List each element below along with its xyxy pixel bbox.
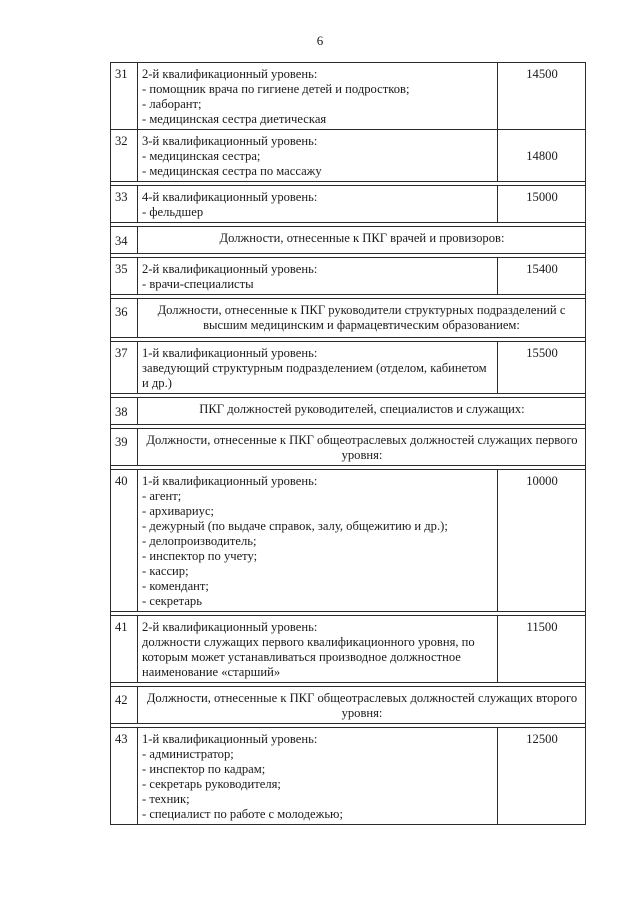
salary-value: 15000 bbox=[498, 186, 586, 223]
level-label: 2-й квалификационный уровень: bbox=[142, 262, 318, 276]
table-row bbox=[111, 687, 586, 724]
row-number: 41 bbox=[111, 616, 138, 683]
row-number: 39 bbox=[111, 429, 138, 466]
position-item: - медицинская сестра диетическая bbox=[142, 112, 327, 126]
section-heading: Должности, отнесенные к ПКГ врачей и провизоров: bbox=[138, 227, 586, 254]
row-number: 40 bbox=[111, 470, 138, 612]
position-item: - комендант; bbox=[142, 579, 209, 593]
salary-value: 15400 bbox=[498, 258, 586, 295]
position-item: - лаборант; bbox=[142, 97, 202, 111]
row-description bbox=[138, 63, 498, 130]
row-number: 31 bbox=[111, 63, 138, 130]
table-row bbox=[111, 342, 586, 394]
salary-value: 11500 bbox=[498, 616, 586, 683]
table-row bbox=[111, 227, 586, 254]
row-number: 33 bbox=[111, 186, 138, 223]
level-label: 2-й квалификационный уровень: bbox=[142, 620, 318, 634]
position-item: - агент; bbox=[142, 489, 182, 503]
table-row bbox=[111, 299, 586, 338]
row-number: 36 bbox=[111, 299, 138, 338]
position-item: - техник; bbox=[142, 792, 190, 806]
row-number: 42 bbox=[111, 687, 138, 724]
position-item: - врачи-специалисты bbox=[142, 277, 254, 291]
row-description bbox=[138, 342, 498, 394]
table-row bbox=[111, 470, 586, 612]
row-description bbox=[138, 616, 498, 683]
salary-table bbox=[110, 62, 586, 825]
level-label: 2-й квалификационный уровень: bbox=[142, 67, 318, 81]
section-heading: ПКГ должностей руководителей, специалистов и служащих: bbox=[138, 398, 586, 425]
level-label: 4-й квалификационный уровень: bbox=[142, 190, 318, 204]
position-item: - секретарь руководителя; bbox=[142, 777, 281, 791]
table-row bbox=[111, 63, 586, 130]
table-row bbox=[111, 258, 586, 295]
salary-value: 12500 bbox=[498, 728, 586, 825]
position-item: - фельдшер bbox=[142, 205, 204, 219]
table-row bbox=[111, 186, 586, 223]
row-number: 35 bbox=[111, 258, 138, 295]
row-description bbox=[138, 258, 498, 295]
row-number: 37 bbox=[111, 342, 138, 394]
level-label: 1-й квалификационный уровень: bbox=[142, 732, 318, 746]
row-description bbox=[138, 470, 498, 612]
section-heading: Должности, отнесенные к ПКГ общеотраслевых должностей служащих первого уровня: bbox=[138, 429, 586, 466]
position-item: - делопроизводитель; bbox=[142, 534, 257, 548]
row-number: 32 bbox=[111, 130, 138, 182]
table-row bbox=[111, 398, 586, 425]
row-number: 43 bbox=[111, 728, 138, 825]
position-item: - кассир; bbox=[142, 564, 189, 578]
position-item: - медицинская сестра по массажу bbox=[142, 164, 322, 178]
position-item: - администратор; bbox=[142, 747, 234, 761]
salary-value: 10000 bbox=[498, 470, 586, 612]
position-item: - инспектор по учету; bbox=[142, 549, 258, 563]
row-number: 38 bbox=[111, 398, 138, 425]
position-item: - архивариус; bbox=[142, 504, 215, 518]
position-item: - медицинская сестра; bbox=[142, 149, 261, 163]
salary-value: 14800 bbox=[498, 130, 586, 182]
row-description bbox=[138, 130, 498, 182]
table-row bbox=[111, 130, 586, 182]
section-heading: Должности, отнесенные к ПКГ руководители структурных подразделений с высшим медицинским и фармацевтическим образованием: bbox=[138, 299, 586, 338]
section-heading: Должности, отнесенные к ПКГ общеотраслевых должностей служащих второго уровня: bbox=[138, 687, 586, 724]
salary-value: 15500 bbox=[498, 342, 586, 394]
row-description bbox=[138, 728, 498, 825]
position-item: заведующий структурным подразделением (отделом, кабинетом и др.) bbox=[142, 361, 487, 390]
row-description bbox=[138, 186, 498, 223]
level-label: 3-й квалификационный уровень: bbox=[142, 134, 318, 148]
salary-value: 14500 bbox=[498, 63, 586, 130]
table-row bbox=[111, 728, 586, 825]
page-number: 6 bbox=[316, 33, 324, 48]
table-row bbox=[111, 429, 586, 466]
table-row bbox=[111, 616, 586, 683]
position-item: должности служащих первого квалификационного уровня, по которым может устанавливаться производное должностное наименование «старший» bbox=[142, 635, 475, 679]
level-label: 1-й квалификационный уровень: bbox=[142, 346, 318, 360]
position-item: - секретарь bbox=[142, 594, 202, 608]
row-number: 34 bbox=[111, 227, 138, 254]
level-label: 1-й квалификационный уровень: bbox=[142, 474, 318, 488]
position-item: - специалист по работе с молодежью; bbox=[142, 807, 343, 821]
position-item: - инспектор по кадрам; bbox=[142, 762, 266, 776]
position-item: - помощник врача по гигиене детей и подростков; bbox=[142, 82, 410, 96]
position-item: - дежурный (по выдаче справок, залу, общежитию и др.); bbox=[142, 519, 448, 533]
